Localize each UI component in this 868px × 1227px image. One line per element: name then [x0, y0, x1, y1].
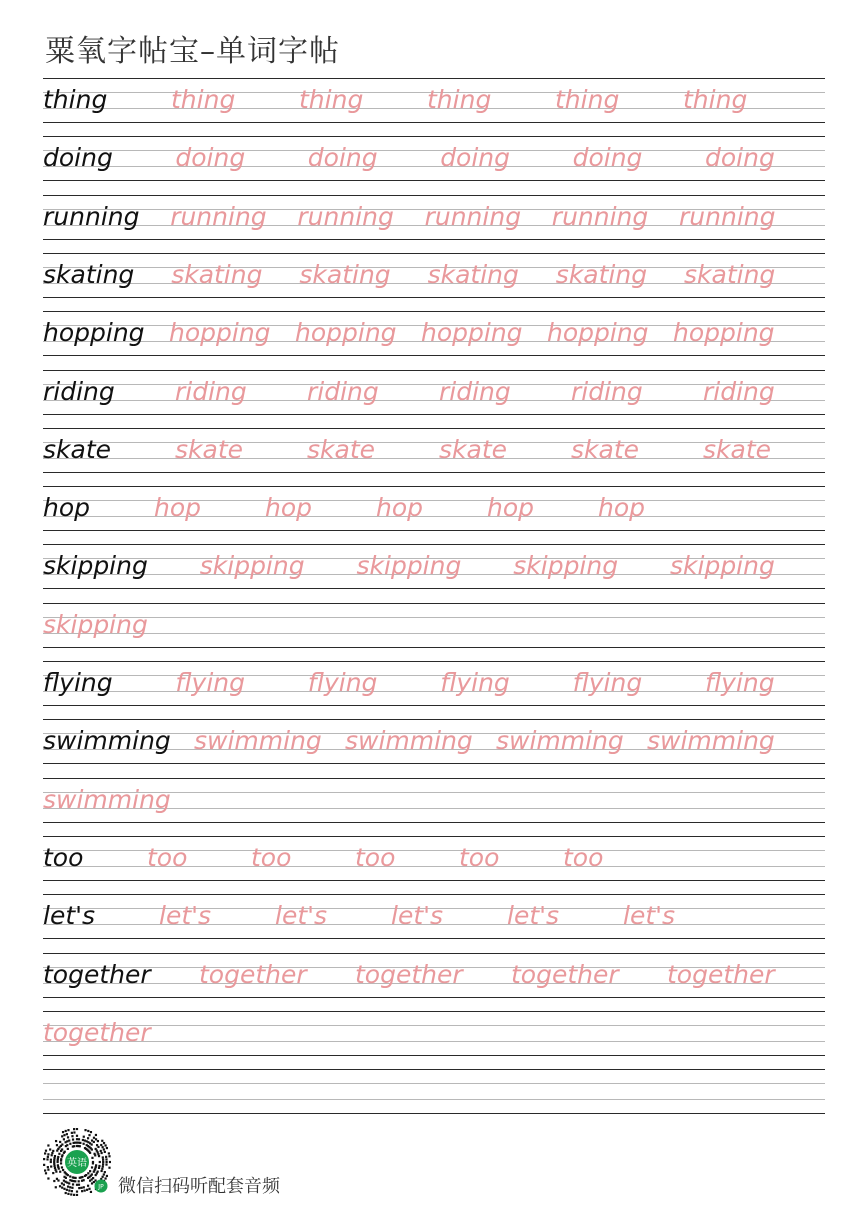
ruling-line: [43, 778, 825, 779]
trace-word: thing: [427, 85, 492, 114]
trace-word: skipping: [513, 551, 619, 581]
ruling-line: [43, 428, 825, 429]
trace-word: too: [563, 842, 604, 872]
ruling-line: [43, 1055, 825, 1056]
model-word: riding: [43, 376, 115, 406]
ruling-line: [43, 78, 825, 79]
ruling-line: [43, 195, 825, 196]
ruling-line: [43, 880, 825, 881]
trace-word: swimming: [43, 784, 171, 814]
trace-word: swimming: [496, 726, 624, 756]
ruling-line: [43, 647, 825, 648]
qr-badge-label: 英语: [67, 1158, 87, 1169]
trace-word: running: [424, 201, 522, 231]
trace-word: skipping: [670, 551, 775, 581]
trace-word: hop: [376, 493, 424, 523]
ruling-line: [43, 633, 825, 634]
ruling-line: [43, 1099, 825, 1100]
trace-word: together: [199, 959, 307, 989]
trace-word: hopping: [421, 318, 523, 348]
trace-word: skate: [571, 434, 640, 464]
ruling-line: [43, 617, 825, 618]
qr-code[interactable]: [43, 1128, 111, 1196]
trace-word: swimming: [345, 726, 473, 756]
trace-word: hop: [154, 493, 202, 523]
ruling-line: [43, 836, 825, 837]
trace-word: hopping: [673, 318, 775, 348]
trace-word: flying: [705, 668, 775, 697]
trace-word: skating: [171, 259, 263, 289]
trace-word: hopping: [295, 318, 397, 348]
ruling-line: [43, 705, 825, 706]
writing-row: [43, 778, 825, 824]
qr-corner-label: JP: [98, 1183, 104, 1191]
trace-word: thing: [555, 85, 620, 114]
trace-word: let's: [159, 901, 212, 931]
ruling-line: [43, 938, 825, 939]
ruling-line: [43, 603, 825, 604]
trace-word: riding: [571, 376, 643, 406]
trace-word: let's: [275, 901, 328, 931]
trace-word: thing: [683, 85, 748, 114]
trace-word: swimming: [647, 726, 775, 756]
trace-word: skating: [555, 259, 648, 289]
ruling-line: [43, 472, 825, 473]
ruling-line: [43, 239, 825, 240]
trace-word: too: [147, 842, 188, 872]
writing-row: [43, 78, 825, 124]
trace-word: skipping: [356, 551, 462, 581]
writing-row: [43, 719, 825, 765]
model-word: hopping: [43, 318, 145, 348]
model-word: hop: [43, 493, 91, 523]
trace-word: skipping: [199, 551, 305, 581]
ruling-line: [43, 297, 825, 298]
ruling-line: [43, 544, 825, 545]
trace-word: let's: [623, 901, 676, 931]
trace-word: running: [551, 201, 649, 231]
ruling-line: [43, 136, 825, 137]
ruling-line: [43, 894, 825, 895]
trace-word: doing: [572, 143, 643, 173]
scan-caption: 微信扫码听配套音频: [118, 1176, 280, 1197]
trace-word: doing: [440, 143, 511, 173]
ruling-line: [43, 414, 825, 415]
trace-word: flying: [440, 668, 510, 697]
ruling-line: [43, 763, 825, 764]
ruling-line: [43, 719, 825, 720]
trace-word: skate: [307, 434, 376, 464]
trace-word: thing: [299, 85, 364, 114]
model-word: swimming: [43, 726, 171, 756]
trace-word: too: [251, 842, 292, 872]
trace-word: swimming: [194, 726, 322, 756]
ruling-line: [43, 180, 825, 181]
trace-word: riding: [703, 376, 775, 406]
ruling-line: [43, 1069, 825, 1070]
trace-word: running: [297, 201, 394, 231]
trace-word: hopping: [169, 318, 271, 348]
model-word: skate: [43, 434, 112, 464]
ruling-line: [43, 1025, 825, 1026]
trace-word: flying: [307, 668, 378, 697]
trace-word: doing: [175, 143, 246, 173]
writing-row: [43, 1011, 825, 1057]
writing-row: [43, 661, 825, 707]
handwriting-sheet: [43, 0, 825, 1227]
trace-word: skate: [703, 434, 772, 464]
trace-word: riding: [307, 376, 379, 406]
model-word: running: [43, 201, 140, 231]
writing-row: [43, 544, 825, 590]
writing-row: [43, 370, 825, 416]
trace-word: skating: [299, 259, 391, 289]
writing-row: [43, 1069, 825, 1115]
trace-word: skating: [684, 259, 776, 289]
writing-row: [43, 195, 825, 241]
ruling-line: [43, 355, 825, 356]
trace-word: running: [170, 201, 267, 231]
model-word: too: [43, 842, 84, 872]
trace-word: let's: [391, 901, 444, 931]
trace-word: hop: [265, 493, 313, 523]
ruling-line: [43, 1011, 825, 1012]
writing-row: [43, 486, 825, 532]
trace-word: hopping: [547, 318, 649, 348]
ruling-line: [43, 661, 825, 662]
page-title: 粟氧字帖宝–单词字帖: [45, 34, 340, 69]
ruling-line: [43, 370, 825, 371]
trace-word: together: [667, 959, 775, 989]
trace-word: let's: [507, 901, 560, 931]
model-word: flying: [43, 668, 113, 697]
trace-word: skate: [175, 434, 244, 464]
trace-word: too: [459, 842, 500, 872]
writing-row: [43, 253, 825, 299]
trace-word: thing: [171, 85, 236, 114]
ruling-line: [43, 953, 825, 954]
model-word: skipping: [43, 551, 148, 581]
model-word: thing: [43, 85, 108, 114]
ruling-line: [43, 588, 825, 589]
trace-word: hop: [487, 493, 535, 523]
trace-word: running: [679, 201, 776, 231]
writing-row: [43, 136, 825, 182]
writing-row: [43, 603, 825, 649]
ruling-line: [43, 253, 825, 254]
trace-word: doing: [307, 143, 378, 173]
writing-row: [43, 836, 825, 882]
trace-word: together: [43, 1017, 151, 1047]
trace-word: riding: [175, 376, 247, 406]
trace-word: skate: [439, 434, 508, 464]
writing-row: [43, 311, 825, 357]
ruling-line: [43, 311, 825, 312]
writing-row: [43, 953, 825, 999]
model-word: together: [43, 959, 151, 989]
model-word: doing: [43, 143, 113, 173]
ruling-line: [43, 530, 825, 531]
trace-word: skating: [427, 259, 519, 289]
trace-word: flying: [572, 668, 643, 697]
ruling-line: [43, 997, 825, 998]
model-word: skating: [43, 259, 135, 289]
ruling-line: [43, 1083, 825, 1084]
writing-row: [43, 894, 825, 940]
model-word: let's: [43, 901, 96, 931]
ruling-line: [43, 822, 825, 823]
trace-word: skipping: [43, 609, 148, 639]
ruling-line: [43, 486, 825, 487]
trace-word: doing: [705, 143, 775, 173]
trace-word: flying: [175, 668, 245, 697]
trace-word: riding: [439, 376, 511, 406]
trace-word: together: [511, 959, 619, 989]
writing-row: [43, 428, 825, 474]
trace-word: together: [355, 959, 463, 989]
ruling-line: [43, 122, 825, 123]
trace-word: hop: [598, 493, 646, 523]
ruling-line: [43, 1113, 825, 1114]
ruling-line: [43, 1041, 825, 1042]
trace-word: too: [355, 842, 396, 872]
